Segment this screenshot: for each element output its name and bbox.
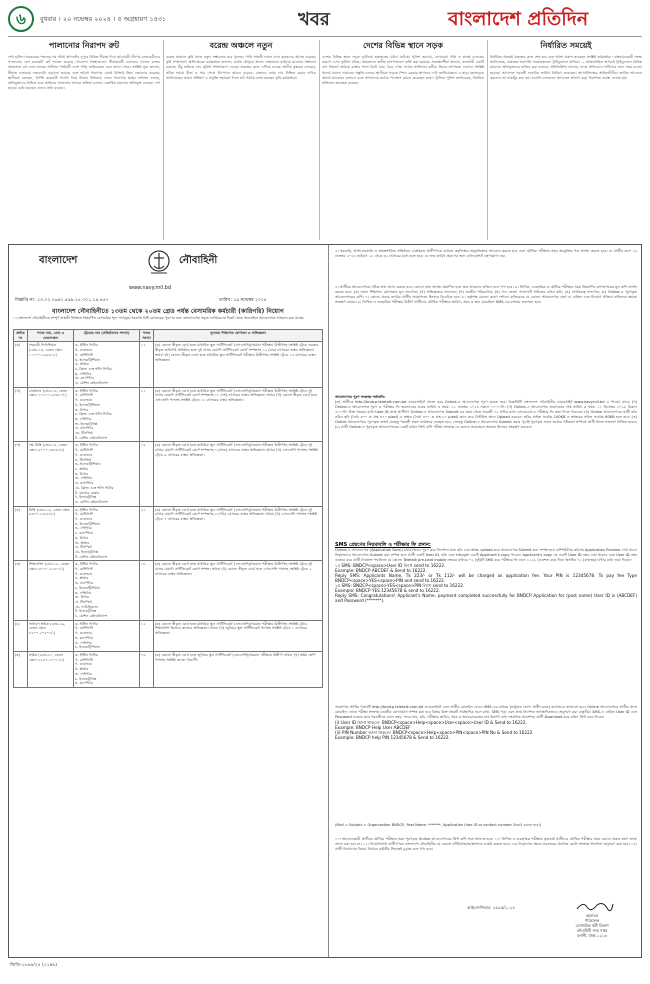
trade-item: চ- ফ্রিজ এবং শর্টস ফিটার	[75, 412, 112, 417]
ad-reference: বিজ্ঞপ্তি নং: ২৩.০২.২৬৯২.৪৯৯.২৫.০০১.২৪.৪৫৭	[15, 298, 109, 303]
ad-date: তারিখ: ১৯ নভেম্বর ২০২৪	[219, 298, 267, 303]
trade-item: ট- মেশিন মেইনটেন্যান্স	[75, 554, 108, 559]
trade-item: ক- ইঞ্জিন ফিটার	[75, 343, 98, 348]
trade-item: ঞ- ইলেকট্রনিক্স	[75, 549, 99, 554]
trade-item: গ- ওয়েল্ডার	[75, 398, 93, 403]
row-count: ১২	[140, 620, 154, 651]
trade-item: ঙ- পেইন্টার	[75, 526, 92, 531]
trade-item: ঞ- ফাউন্ড্রিম্যান	[75, 604, 98, 609]
apply-body: (ক) প্রার্থীকে http://bndcp.teletalk.com.bd ওয়েবসাইটে প্রবেশ করে Online-এ আবেদনপত্র পূরণ করতে হবে। বিজ্ঞপ্তিটি বাংলাদেশ নৌবাহিনীর ওয়েবসাইট www.navy.mil.bd এ পাওয়া যাবে। (খ) Online-এ আবেদনপত্র পূরণ ও পরীক্ষার ফি জমাদানের শুরুর তারিখ ও সময়: ২১ নভেম্বর ২০২৪ সকাল ১০:০০টা। (গ) Online-এ আবেদনপত্র জমাদানের শেষ তারিখ ও সময়: ১১ ডিসেম্বর ২০২৪ বিকাল ৫:০০টা। উক্ত সময়ের মধ্যে User ID প্রাপ্ত প্রার্থীগণ Online-এ আবেদনপত্র Submit এর সময় থেকে পরবর্তী ৭২ ঘণ্টার মধ্যে এসএমএস-এ পরীক্ষার ফি জমা দিতে পারবেন। (ঘ) Online আবেদনপত্রে প্রার্থী তাঁর রঙিন ছবি (দৈর্ঘ্য ৩০০ × প্রস্থ ৩০০ pixel) ও স্বাক্ষর (দৈর্ঘ্য ৩০০ × প্রস্থ ৮০ pixel) স্ক্যান করে নির্ধারিত স্থানে Upload করবেন। ছবির সাইজ সর্বোচ্চ 100KB ও স্বাক্ষরের সাইজ সর্বোচ্চ 60KB হতে হবে। (ঙ) Online আবেদনপত্রে পূরণকৃত তথ্যই যেহেতু পরবর্তী সকল কার্যক্রমে ব্যবহৃত হবে, সেহেতু Online-এ আবেদনপত্র Submit করার পূর্বেই পূরণকৃত সকল তথ্যের সঠিকতা সম্পর্কে প্রার্থী নিজে শতভাগ নিশ্চিত হবেন। (চ) প্রার্থী Online-এ পূরণকৃত আবেদনপত্রের একটি রঙিন প্রিন্ট কপি পরীক্ষা সংক্রান্ত যে কোনো প্রয়োজনে সহায়ক হিসেবে সংরক্ষণ করবেন।	[335, 400, 637, 429]
trade-item: গ- মেশিনিস্ট	[75, 352, 93, 357]
row-serial: (খ)	[14, 387, 28, 442]
rules-top: ২। সরকারি, আধা-সরকারি ও স্বায়ত্তশাসিত প্রতিষ্ঠানে চাকরিরত প্রার্থীগণকে যথাযথ কর্তৃপক্ষের অনুমতিক্রমে আবেদন করতে হবে এবং মৌখিক পরীক্ষার সময় অবমুক্তির পত্র প্রদর্শন করতে হবে। ৩। প্রার্থীর বয়স ১৯ নভেম্বর ২০২৪ তারিখে ১৮ থেকে ৩২ বৎসরের মধ্যে হতে হবে। ৪। জন্ম তারিখ প্রমাণের জন্য এফিডেভিট গ্রহণযোগ্য নয়।	[335, 249, 637, 258]
trade-item: ক- ইঞ্জিন ফিটার	[75, 443, 98, 448]
sms-line: Reply SMS: Congratulations! Applicant's Name, payment completed successfully for BNDCP Application for (post name) User ID is (ABCDEF) and Password (*******).	[335, 593, 637, 603]
row-serial: (ক)	[14, 342, 28, 387]
column-divider	[487, 40, 488, 240]
table-row	[14, 442, 323, 506]
navy-recruitment-ad	[8, 244, 642, 958]
trade-item: খ- মেশিনিস্ট	[75, 626, 93, 631]
trade-item: খ- মেশিনিস্ট	[75, 512, 93, 517]
trade-item: জ- ইলেকট্রনিক্স	[75, 421, 98, 426]
ad-right-column	[331, 245, 641, 957]
table-row	[14, 342, 323, 387]
trade-item: ছ- পেইন্টার	[75, 416, 92, 421]
rules-bottom: ১০। আবেদনকারী প্রার্থীকে মৌখিক পরীক্ষার সময় পূরণকৃত Online আবেদনপত্রের প্রিন্ট কপি সঙ্গে আনতে হবে। ১১। লিখিত ও ব্যবহারিক পরীক্ষায় কৃতকার্য প্রার্থীদের মৌখিক পরীক্ষার সময় কোনো প্রকার ভ্রমণ ভাতা প্রদান করা হবে না। ১২। নিয়োগপ্রাপ্ত প্রার্থীগণকে বাংলাদেশ নৌবাহিনীর যে কোনো ঘাঁটি/জাহাজ/স্থাপনায় চাকরি করতে হবে। ১৩। নিয়োগের ক্ষেত্রে সরকারের প্রচলিত কোটা সংক্রান্ত নির্দেশনা অনুসরণ করা হবে। ১৪। প্রার্থী নিয়োগের বিষয়ে নির্বাচন কমিটির সিদ্ধান্তই চূড়ান্ত বলে গণ্য হবে।	[335, 837, 637, 851]
ad-column-divider	[328, 245, 329, 957]
trade-item: জ- কার্পেন্টার	[75, 376, 94, 381]
trade-item: খ- ওয়েল্ডার	[75, 348, 93, 353]
trade-item: চ- প্লাম্বার	[75, 466, 89, 471]
row-qualification: (ক) কোনো স্বীকৃত বোর্ড হতে মাধ্যমিক স্কুল সার্টিফিকেট (এসএসসি)/সমমান পরীক্ষায় উত্তীর্ণসহ সংশ্লিষ্ট ট্রেডে দুই বৎসর মেয়াদি সার্টিফিকেট কোর্স সম্পন্ন। অথবা (খ) কোনো স্বীকৃত বোর্ড হতে এসএসসি পাসসহ সংশ্লিষ্ট ট্রেডে ২ বৎসরের বাস্তব অভিজ্ঞতা।	[154, 561, 323, 620]
trade-item: ছ- পেইন্টার	[75, 371, 92, 376]
ad-website: www.navy.mil.bd	[129, 285, 172, 291]
row-qualification: (ক) কোনো স্বীকৃত বোর্ড হতে মাধ্যমিক স্কুল সার্টিফিকেট (এসএসসি)/সমমান পরীক্ষায় উত্তীর্ণসহ সংশ্লিষ্ট ট্রেডে দুই বৎসর মেয়াদি সার্টিফিকেট কোর্স সম্পন্নসহ ১০ (দশ) বৎসরের বাস্তব অভিজ্ঞতা। অথবা (খ) কোনো স্বীকৃত বোর্ড হতে এসএসসি পাসসহ সংশ্লিষ্ট ট্রেডে ১২ বৎসরের বাস্তব অভিজ্ঞতা।	[154, 387, 323, 442]
help-line: Example: BNDCP Help User ABCDEF	[335, 725, 411, 730]
navy-emblem-icon	[146, 249, 172, 277]
trade-item: খ- মেশিনিস্ট	[75, 393, 93, 398]
column-divider	[163, 40, 164, 240]
row-trades	[74, 442, 140, 506]
page-header	[0, 0, 650, 38]
trade-item: ক- ইঞ্জিন ফিটার	[75, 388, 98, 393]
trade-item: খ- মেশিনিস্ট	[75, 567, 93, 572]
sms-line: ১ম SMS: BNDCP<space>User ID লিখে send to 16222.	[335, 563, 446, 568]
row-trades	[74, 506, 140, 561]
trade-item: ঝ- কার্পেন্টার	[75, 426, 94, 431]
article-body: নির্ধারিত সময়েই প্রকল্পের কাজ শেষ হবে বলে আশা প্রকাশ করেছেন সংশ্লিষ্ট কর্মকর্তারা। বাস্তবায়নকারী সংস্থা জানিয়েছে, প্রকল্পের অগ্রগতি সন্তোষজনক। ট্রাইব্যুনালে হাজিরা — আন্তর্জাতিক অপরাধ ট্রাইব্যুনালে বিভিন্ন মামলায় অভিযুক্তদের হাজির করা হয়েছে। প্রসিকিউশন জানায়, তদন্ত প্রতিবেদন দাখিলের জন্য সময় চাওয়া হয়েছে। আদালত পরবর্তী শুনানির তারিখ নির্ধারণ করেছেন। আসামিপক্ষের আইনজীবীরা জামিন আবেদন করলেও তা নামঞ্জুর করা হয়। শুনানি চলাকালে আদালত প্রাঙ্গণে কড়া নিরাপত্তা ব্যবস্থা নেওয়া হয়।	[490, 55, 642, 80]
row-post: দক্ষ মিস্ত্রি (গ্রেড-১৫, বেতন স্কেল: ৯৭০০-২৩৪৯০/-)	[28, 442, 74, 506]
help-line: (ii) PIN Number জানা থাকলে: BNDCP<space>Help<space>PIN<space>PIN No & Send to 16222.	[335, 730, 534, 735]
trade-item: ট- বয়লার মেকার	[75, 490, 100, 495]
row-trades	[74, 561, 140, 620]
sms-body: Online-এ আবেদনপত্র (Application Form) যথাযথভাবে পূরণ করে নির্দেশনা মতে ছবি এবং স্বাক্ষর upload করে আবেদনপত্র Submit করা সম্পন্ন হলে কম্পিউটারে ছবিসহ Application Preview দেখা যাবে। নির্ভুলভাবে আবেদনপত্র Submit করা সম্পন্ন হলে প্রার্থী একটি User ID, ছবি এবং স্বাক্ষরযুক্ত একটি Applicant's copy পাবেন। Applicant's copy তে একটি User ID নম্বর দেয়া থাকবে এবং User ID নম্বর ব্যবহার করে প্রার্থী নিম্নোক্ত পদ্ধতিতে যে কোনো Teletalk pre-paid mobile নম্বরের মাধ্যমে ০২ (দুই)টি SMS করে পরীক্ষার ফি বাবদ ১১২/- (একশত বার) টাকা অনধিক ৭২ (বাহাত্তর) ঘণ্টার মধ্যে জমা দিবেন।	[335, 548, 637, 562]
ad-left-column	[9, 245, 327, 957]
row-post: সহকারী ফিনিশিয়ান (গ্রেড-১৩, বেতন স্কেল: ১১০০০-২৬৫৯০/-)	[28, 342, 74, 387]
trade-item: ক- ইঞ্জিন ফিটার	[75, 653, 98, 657]
article-body: বরেন্দ্র অঞ্চলে কৃষি খাতে নতুন সম্ভাবনার দ্বার খুলছে। পানি সাশ্রয়ী ফসল চাষে কৃষকদের আগ্রহ বাড়ছে। কৃষি সম্প্রসারণ অধিদপ্তরের কর্মকর্তারা জানান, চলতি মৌসুমে আবাদ লক্ষ্যমাত্রা ছাড়িয়ে যাওয়ার সম্ভাবনা রয়েছে। উঁচু জমিতে সেচ সুবিধা সম্প্রসারণে নেওয়া প্রকল্পের কাজ এগিয়ে চলছে। স্থানীয় কৃষকরা বলছেন, সঠিক সময়ে বীজ ও সার পেলে উৎপাদন আরও বাড়বে। বাজারে ন্যায্য দাম নিশ্চিত করার দাবিও জানিয়েছেন তারা। প্রশিক্ষণ ও প্রযুক্তি সহায়তা দিতে মাঠ পর্যায়ে কাজ করছেন কৃষি কর্মকর্তারা।	[166, 55, 316, 80]
sms-line: Reply SMS: Applicants Name, Tk 223/- or Tk 112/- will be charged as application fee. Your PIN is 12345678. To pay fee Type BNDCP<space>YES<space>PIN and send to 16222.	[335, 573, 637, 583]
signature-icon	[575, 899, 615, 913]
row-trades	[74, 342, 140, 387]
help-instructions	[335, 720, 637, 740]
trade-item: ছ- পেইন্টার	[75, 590, 92, 595]
ad-code: আইএসপিআর: ২৫৯৫/২০২৪	[467, 905, 515, 910]
admit-body: প্রবেশপত্র প্রাপ্তির বিষয়টি http://bndcp.teletalk.com.bd ওয়েবসাইটে এবং প্রার্থীর মোবাইল ফোনে SMS-এর মাধ্যমে (শুধুমাত্র যোগ্য প্রার্থীদেরকে) যথাসময়ে জানানো হবে। Online আবেদনপত্রে প্রার্থীর প্রদত্ত মোবাইল ফোনে পরীক্ষা সংক্রান্ত যাবতীয় যোগাযোগ সম্পন্ন করা হবে বিধায় উক্ত নম্বরটি সার্বক্ষণিক সচল রাখা, SMS পড়া এবং প্রাপ্ত নির্দেশনা তাৎক্ষণিকভাবে অনুসরণ করা বাঞ্ছনীয়। SMS-এ প্রেরিত User ID এবং Password ব্যবহার করে পরবর্তীতে রোল নম্বর, পদের নাম, ছবি, পরীক্ষার তারিখ, সময় ও স্থানের/কেন্দ্রের নাম ইত্যাদি তথ্য সংবলিত প্রবেশপত্র প্রার্থী Download করে রঙিন প্রিন্ট করে নিবেন।	[335, 705, 637, 719]
trade-item: ঙ- প্লাম্বার	[75, 362, 89, 367]
table-row	[14, 652, 323, 688]
row-trades	[74, 652, 140, 688]
trade-item: ঙ- পেইন্টার	[75, 671, 92, 676]
trade-item: ছ- কার্পেন্টার	[75, 681, 93, 686]
sms-heading: SMS প্রেরণের নিয়মাবলি ও পরীক্ষার ফি প্রদান:	[335, 542, 431, 548]
newspaper-logo: বাংলাদেশ প্রতিদিন	[448, 8, 589, 30]
trade-item: চ- ইলেকট্রিশিয়ান	[75, 585, 100, 590]
trade-item: চ- ইলেকট্রিশিয়ান	[75, 645, 100, 650]
trade-item: ঠ- মেশিন মেইনটেন্যান্স	[75, 614, 108, 619]
footer-code: জিডি-২৮৬৬/২৪ (২১x৯)	[10, 963, 57, 968]
row-count: ১৫	[140, 442, 154, 506]
trade-item: ঝ- কার্পেন্টার	[75, 481, 94, 486]
row-qualification: (ক) কোনো স্বীকৃত বোর্ড হতে মাধ্যমিক স্কুল সার্টিফিকেট (এসএসসি)/সমমান পরীক্ষায় উত্তীর্ণসহ সংশ্লিষ্ট ট্রেডে শিক্ষানবিশ হিসেবে কাজের অভিজ্ঞতা। অথবা (খ) জুনিয়র স্কুল সার্টিফিকেট পাসসহ সংশ্লিষ্ট ট্রেডে ১ বৎসরের অভিজ্ঞতা।	[154, 620, 323, 651]
trade-item: জ- পেইন্টার	[75, 476, 93, 481]
trade-item: ট- ইলেকট্রনিক্স	[75, 609, 97, 614]
sms-line: ২য় SMS: BNDCP<space>YES<space>PIN লিখে send to 16222.	[335, 583, 465, 588]
help-line: (i) User ID জানা থাকলে: BNDCP<space>Help<space>User<space>User ID & Send to 16222.	[335, 720, 527, 725]
trade-item: গ- ওয়েল্ডার	[75, 452, 93, 457]
sms-instructions	[335, 563, 637, 603]
row-trades	[74, 387, 140, 442]
sms-line: Example: BNDCP ABCDEF & Send to 16222.	[335, 568, 427, 573]
trade-item: ঘ- প্লাম্বার	[75, 667, 89, 672]
trade-item: চ- ফ্রিজ এবং শর্টস ফিটার	[75, 366, 112, 371]
trade-item: ঝ- মেশিন মেইনটেন্যান্স	[75, 381, 108, 386]
sms-line: Example: BNDCP YES 12345678 & send to 16222.	[335, 588, 440, 593]
row-post: সাধারণ শ্রমিক (গ্রেড-১৯, বেতন স্কেল: ৮৫০০-২০৫৭০/-)	[28, 620, 74, 651]
rules-mid: ৫। প্রার্থীকে আবেদনপত্রে সঠিক তথ্য প্রদান করতে হবে; কোনো তথ্য অসত্য প্রমাণিত হলে তার আবেদন বাতিল বলে গণ্য হবে। ৬। লিখিত, ব্যবহারিক ও মৌখিক পরীক্ষার সময় নিম্নবর্ণিত কাগজপত্রের মূল কপি প্রদর্শন করতে হবে: (ক) সকল শিক্ষাগত যোগ্যতার মূল সনদপত্র; (খ) অভিজ্ঞতার সনদপত্র; (গ) জাতীয় পরিচয়পত্র; (ঘ) সদ্য তোলা পাসপোর্ট সাইজের রঙিন ছবি; (ঙ) নাগরিকত্ব সনদপত্র; (চ) Online-এ পূরণকৃত আবেদনপত্রের কপি। ৭। কোনো প্রকার তদবির প্রার্থীর অযোগ্যতা হিসেবে বিবেচিত হবে। ৮। কর্তৃপক্ষ কোনো কারণ দর্শানো ব্যতিরেকে যে কোনো আবেদনপত্র গ্রহণ বা বাতিল এবং নিয়োগ প্রক্রিয়া বাতিলের ক্ষমতা সংরক্ষণ করেন। ৯। লিখিত ও ব্যবহারিক পরীক্ষায় উত্তীর্ণ প্রার্থীদের মৌখিক পরীক্ষার তারিখ, সময় ও স্থান মোবাইলে SMS-এর মাধ্যমে জানানো হবে।	[335, 285, 637, 304]
trade-item: ঘ- ইলেকট্রিশিয়ান	[75, 521, 101, 526]
row-serial: (ঘ)	[14, 506, 28, 561]
header-post: পদের নাম, গ্রেড ও বেতনস্কেল	[28, 330, 74, 342]
article-headline: পালানোর নিরাপদ রুট	[48, 40, 120, 50]
trade-item: জ- প্লাম্বার	[75, 540, 90, 545]
trade-item: ক- ইঞ্জিন ফিটার	[75, 507, 98, 512]
page-number: ৬	[8, 6, 34, 32]
trade-item: ঠ- ইলেকট্রনিক্স	[75, 495, 97, 500]
row-qualification: (ক) কোনো স্বীকৃত বোর্ড হতে মাধ্যমিক স্কুল সার্টিফিকেট (এসএসসি)/সমমান পরীক্ষায় উত্তীর্ণসহ সংশ্লিষ্ট ট্রেডে সরকার স্বীকৃত কারিগরি প্রতিষ্ঠান হতে দুই বৎসর মেয়াদি সার্টিফিকেট কোর্স সম্পন্নসহ ১২ (বার) বৎসরের বাস্তব অভিজ্ঞতা। অথবা (খ) কোনো স্বীকৃত বোর্ড হতে মাধ্যমিক স্কুল সার্টিফিকেট পরীক্ষায় উত্তীর্ণসহ সংশ্লিষ্ট ট্রেডে ১৫ বৎসরের বাস্তব অভিজ্ঞতা।	[154, 342, 323, 387]
trade-item: ঙ- পেইন্টার	[75, 640, 92, 645]
apply-heading: আবেদনপত্র পূরণ সংক্রান্ত শর্তাবলি:	[335, 395, 386, 399]
apply-section	[335, 395, 637, 430]
row-count: ২১	[140, 506, 154, 561]
trade-item: ঙ- রিগার	[75, 407, 89, 412]
trade-item: ঘ- ইলেকট্রিশিয়ান	[75, 402, 101, 407]
signatory-line: বনানী, ঢাকা-১২১৩	[577, 933, 607, 938]
row-count: ১৮	[140, 561, 154, 620]
row-serial: (ছ)	[14, 652, 28, 688]
trade-item: চ- কার্পেন্টার	[75, 531, 93, 536]
signatory-line: পরিচালক	[584, 918, 600, 923]
article-body: দেশের বিভিন্ন স্থানে সড়ক দুর্ঘটনায় হতাহতের ঘটনা ঘটেছে। পুলিশ জানায়, বেপরোয়া গতি ও অদক্ষ চালকের কারণে এসব দুর্ঘটনা ঘটছে। আহতদের স্থানীয় হাসপাতালে ভর্তি করা হয়েছে। প্রত্যক্ষদর্শীরা জানান, দ্রুতগামী একটি বাস নিয়ন্ত্রণ হারিয়ে রাস্তার পাশে উল্টে যায়। খবর পেয়ে ফায়ার সার্ভিসের কর্মীরা উদ্ধার তৎপরতা চালান। সংশ্লিষ্ট থানায় মামলা দায়েরের প্রস্তুতি চলছে। স্থানীয়রা সড়কে স্পিড ব্রেকার স্থাপনের দাবি জানিয়েছেন। এ ছাড়া মহাসড়কে অবৈধ যানবাহন চলাচল বন্ধে প্রশাসনের কঠোর পদক্ষেপ কামনা করেছেন তারা। ট্রাফিক পুলিশ জানিয়েছে, নিয়মিত অভিযান অব্যাহত রয়েছে।	[322, 55, 484, 86]
trade-item: ঘ- কার্পেন্টার	[75, 635, 93, 640]
row-count: ১২	[140, 342, 154, 387]
news-article-4	[490, 40, 642, 243]
row-serial: (ঙ)	[14, 561, 28, 620]
table-row	[14, 387, 323, 442]
mail-note: (Mail-এ Subject-এ Organization BNDCP, Post Name: *******, Application User ID or contact number উল্লেখ করতে হবে।)	[335, 823, 542, 827]
news-article-3	[322, 40, 484, 243]
trade-item: ঙ- ইলেকট্রিশিয়ান	[75, 462, 101, 467]
trade-item: ঝ- টিনস্মিথ	[75, 545, 92, 550]
row-count: ০৯	[140, 652, 154, 688]
help-line: Example: BNDCP help PIN 12345678 & Send to 16222.	[335, 735, 450, 740]
row-qualification: (ক) কোনো স্বীকৃত বোর্ড হতে মাধ্যমিক স্কুল সার্টিফিকেট (এসএসসি)/সমমান পরীক্ষায় উত্তীর্ণসহ সংশ্লিষ্ট ট্রেডে দুই বৎসর মেয়াদি সার্টিফিকেট কোর্স সম্পন্নসহ ৭ (সাত) বৎসরের বাস্তব অভিজ্ঞতা। অথবা (খ) এসএসসি পাসসহ সংশ্লিষ্ট ট্রেডে ৯ বৎসরের বাস্তব অভিজ্ঞতা।	[154, 442, 323, 506]
article-body: শেখ হাসিনা সরকারের পতনের পর পাঁচই আগস্টের দুপুরে বিভিন্ন সীমান্ত দিয়ে আওয়ামী লীগের নেতাকর্মীদের পালানোর বেশ কয়েকটি রুট শনাক্ত করেছে গোয়েন্দা সংস্থাগুলো। সীমান্তবর্তী এলাকার দালাল চক্রের সহায়তায় বহু নেতা রাতের আঁধারে পার্শ্ববর্তী দেশে পাড়ি জমিয়েছেন বলে জানা গেছে। সংশ্লিষ্ট সূত্র জানায়, সীমান্ত এলাকায় নজরদারি বাড়ানো হয়েছে এবং অবৈধ পারাপার রোধে বিজিবি টহল জোরদার করেছে। স্থানীয়রা বলছেন, নির্দিষ্ট কয়েকটি পয়েন্ট দিয়ে টাকার বিনিময়ে লোক পারাপার হচ্ছে। প্রশাসন বলছে, অভিযুক্তদের চিহ্নিত করে আইনের আওতায় আনার প্রক্রিয়া চলছে। একাধিক মামলায় অভিযুক্ত নেতারা দেশ ছাড়ার চেষ্টা করছেন বলেও তথ্য রয়েছে।	[8, 55, 160, 91]
row-trades	[74, 620, 140, 651]
trade-item: ছ- রিগার	[75, 535, 88, 540]
org-name-left: বাংলাদেশ	[39, 255, 78, 266]
row-serial: (গ)	[14, 442, 28, 506]
trade-item: ট- মেশিন মেইনটেন্যান্স	[75, 435, 108, 440]
date-line: বুধবার । ২০ নভেম্বর ২০২৪ । ৫ অগ্রহায়ণ ১৪৩১	[40, 15, 167, 23]
trade-item: ছ- রিগার	[75, 471, 88, 476]
section-label: খবর	[298, 9, 330, 30]
trade-item: খ- মেশিনিস্ট	[75, 657, 93, 662]
news-article-1	[8, 40, 160, 243]
column-divider	[319, 40, 320, 240]
trade-item: ড- মেশিন মেইনটেন্যান্স	[75, 499, 108, 504]
article-headline: বরেন্দ্র অঞ্চলে নতুন	[209, 40, 273, 50]
row-serial: (চ)	[14, 620, 28, 651]
row-qualification: (ক) কোনো স্বীকৃত বোর্ড হতে জুনিয়র স্কুল সার্টিফিকেট (জেএসসি)/সমমান পরীক্ষায় উত্তীর্ণ। অথবা (খ) অষ্টম শ্রেণি পাসসহ সংশ্লিষ্ট কাজে পারদর্শী।	[154, 652, 323, 688]
signatory-block	[549, 913, 635, 938]
trade-item: ঞ- ফ্রিজ এবং শর্টস ফিটার	[75, 485, 114, 490]
trade-item: ক- ইঞ্জিন ফিটার	[75, 562, 98, 567]
trade-item: ঘ- টিনস্মিথ	[75, 457, 92, 462]
ad-title: বাংলাদেশ নৌবাহিনীতে ১৩তম থেকে ২০তম গ্রেড পর্যন্ত বেসামরিক কর্মচারী (কারিগরি) নিয়োগ	[52, 308, 284, 315]
signatory-line: কমোডর	[585, 913, 599, 918]
header-serial: ক্রমিক নং	[14, 330, 28, 342]
trade-item: জ- রিগার	[75, 595, 90, 600]
trade-item: চ- ইলেকট্রনিক্স	[75, 676, 97, 681]
trade-item: ঝ- টিনস্মিথ	[75, 599, 92, 604]
admit-section	[335, 705, 637, 740]
article-headline: দেশের বিভিন্ন স্থানে সড়ক	[363, 40, 443, 50]
signatory-line: নৌবাহিনী সদর দপ্তর	[576, 928, 608, 933]
trade-item: ক- ইঞ্জিন ফিটার	[75, 621, 98, 626]
header-qualification: ন্যূনতম শিক্ষাগত যোগ্যতা ও অভিজ্ঞতা	[154, 330, 323, 342]
trade-item: গ- ওয়েল্ডার	[75, 571, 93, 576]
table-header-row	[14, 330, 323, 342]
trade-item: ঘ- প্লাম্বার	[75, 576, 89, 581]
sms-section	[335, 543, 637, 603]
trade-item: ঘ- ইলেকট্রিশিয়ান	[75, 357, 101, 362]
row-post: শিক্ষানবিশ (গ্রেড-১৮, বেতন স্কেল: ৮৮০০-২১৩১০/-)	[28, 561, 74, 620]
table-row	[14, 620, 323, 651]
row-post: মিস্ত্রি (গ্রেড-১৬, বেতন স্কেল: ৯৩০০-২২৪৯০/-)	[28, 506, 74, 561]
org-name-right: নৌবাহিনী	[179, 255, 218, 266]
row-qualification: (ক) কোনো স্বীকৃত বোর্ড হতে মাধ্যমিক স্কুল সার্টিফিকেট (এসএসসি)/সমমান পরীক্ষায় উত্তীর্ণসহ সংশ্লিষ্ট ট্রেডে দুই বৎসর মেয়াদি সার্টিফিকেট কোর্স সম্পন্নসহ ৫ (পাঁচ) বৎসরের বাস্তব অভিজ্ঞতা। অথবা (খ) এসএসসি পাসসহ সংশ্লিষ্ট ট্রেডে ৭ বৎসরের বাস্তব অভিজ্ঞতা।	[154, 506, 323, 561]
trade-item: খ- মেশিনিস্ট	[75, 448, 93, 453]
table-row	[14, 506, 323, 561]
trade-item: গ- ওয়েল্ডার	[75, 517, 93, 522]
table-row	[14, 561, 323, 620]
signatory-line: বেসামরিক কর্মী বিভাগ	[575, 923, 609, 928]
vacancy-table	[13, 329, 323, 688]
article-headline: নির্ধারিত সময়েই	[540, 40, 592, 50]
row-count: ১১	[140, 387, 154, 442]
trade-item: গ- ওয়েল্ডার	[75, 631, 93, 636]
trade-item: ঞ- টিনস্মিথ	[75, 431, 93, 436]
row-post: চার্জম্যান (গ্রেড-১৪, বেতন স্কেল: ১০২০০-২৪৬৮০/-)	[28, 387, 74, 442]
row-post: শ্রমিক (গ্রেড-২০, বেতন স্কেল: ৮২৫০-২০০১০/-)	[28, 652, 74, 688]
header-divider	[8, 36, 642, 37]
trade-item: ঙ- কার্পেন্টার	[75, 581, 94, 586]
news-article-2	[166, 40, 316, 243]
ad-intro: ১। বাংলাদেশ নৌবাহিনীতে সম্পূর্ণ অস্থায়ী ভিত্তিতে নিম্নবর্ণিত বেসামরিক শূন্য পদসমূহে সরকারি বিধি মোতাবেক পূরণের জন্য বাংলাদেশের প্রকৃত নাগরিকদের নিকট থেকে অনলাইনে আবেদনপত্র আহবান করা যাচ্ছে:	[13, 316, 305, 320]
header-count: পদের সংখ্যা	[140, 330, 154, 342]
header-trade: ট্রেডের নাম (প্রতিষ্ঠানের সংখ্যা)	[74, 330, 140, 342]
trade-item: গ- ওয়েল্ডার	[75, 662, 93, 667]
